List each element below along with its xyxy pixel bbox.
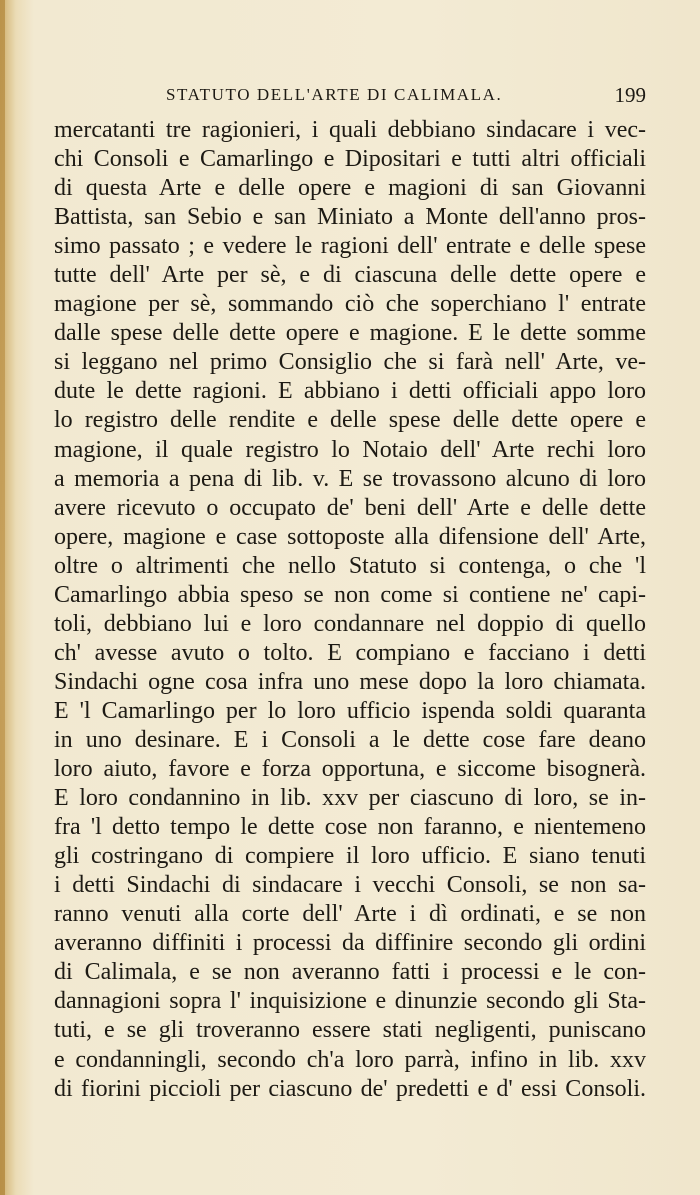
text-line: mercatanti tre ragionieri, i quali debbiano sindacare i vec- — [54, 117, 646, 143]
text-line: tutte dell' Arte per sè, e di ciascuna delle dette opere e — [54, 262, 646, 289]
text-line: lo registro delle rendite e delle spese delle dette opere e — [54, 407, 646, 434]
text-line: E 'l Camarlingo per lo loro ufficio ispenda soldi quaranta — [54, 697, 646, 724]
text-line: opere, magione e case sottoposte alla difensione dell' Arte, — [54, 523, 646, 550]
text-line: fra 'l detto tempo le dette cose non faranno, e nientemeno — [54, 814, 646, 841]
text-line: averanno diffiniti i processi da diffinire secondo gli ordini — [54, 930, 646, 957]
body-text — [54, 116, 646, 1104]
text-line: di fiorini piccioli per ciascuno de' predetti e d' essi Consoli. — [54, 1075, 646, 1102]
text-line: ranno venuti alla corte dell' Arte i dì ordinati, e se non — [54, 901, 646, 928]
text-line: di questa Arte e delle opere e magioni di san Giovanni — [54, 175, 646, 202]
text-line: e condanningli, secondo ch'a loro parrà, infino in lib. xxv — [54, 1046, 646, 1073]
text-line: si leggano nel primo Consiglio che si farà nell' Arte, ve- — [54, 349, 646, 376]
text-line: gli costringano di compiere il loro ufficio. E siano tenuti — [54, 843, 646, 870]
text-line: magione per sè, sommando ciò che soperchiano l' entrate — [54, 291, 646, 318]
text-line: magione, il quale registro lo Notaio dell' Arte rechi loro — [54, 436, 646, 463]
text-line: ch' avesse avuto o tolto. E compiano e facciano i detti — [54, 639, 646, 666]
text-line: dute le dette ragioni. E abbiano i detti officiali appo loro — [54, 378, 646, 405]
page-binding-edge — [0, 0, 5, 1195]
text-line: Camarlingo abbia speso se non come si contiene ne' capi- — [54, 581, 646, 608]
text-line: toli, debbiano lui e loro condannare nel doppio di quello — [54, 610, 646, 637]
text-line: a memoria a pena di lib. v. E se trovassono alcuno di loro — [54, 465, 646, 492]
text-line: Sindachi ogne cosa infra uno mese dopo la loro chiamata. — [54, 668, 646, 695]
text-line: in uno desinare. E i Consoli a le dette cose fare deano — [54, 726, 646, 753]
page-header — [166, 82, 646, 108]
text-line: E loro condannino in lib. xxv per ciascuno di loro, se in- — [54, 785, 646, 812]
running-head: STATUTO DELL'ARTE DI CALIMALA. — [166, 85, 503, 104]
text-line: tuti, e se gli troveranno essere stati negligenti, puniscano — [54, 1017, 646, 1044]
text-line: dannagioni sopra l' inquisizione e dinunzie secondo gli Sta- — [54, 988, 646, 1015]
text-line: di Calimala, e se non averanno fatti i processi e le con- — [54, 959, 646, 986]
text-line: oltre o altrimenti che nello Statuto si contenga, o che 'l — [54, 552, 646, 579]
text-line: i detti Sindachi di sindacare i vecchi Consoli, se non sa- — [54, 872, 646, 899]
text-line: avere ricevuto o occupato de' beni dell' Arte e delle dette — [54, 494, 646, 521]
text-line: loro aiuto, favore e forza opportuna, e siccome bisognerà. — [54, 756, 646, 783]
text-line: Battista, san Sebio e san Miniato a Monte dell'anno pros- — [54, 204, 646, 231]
text-line: simo passato ; e vedere le ragioni dell' entrate e delle spese — [54, 233, 646, 260]
page-number: 199 — [614, 83, 646, 107]
text-line: chi Consoli e Camarlingo e Dipositari e tutti altri officiali — [54, 146, 646, 173]
text-line: dalle spese delle dette opere e magione. E le dette somme — [54, 320, 646, 347]
